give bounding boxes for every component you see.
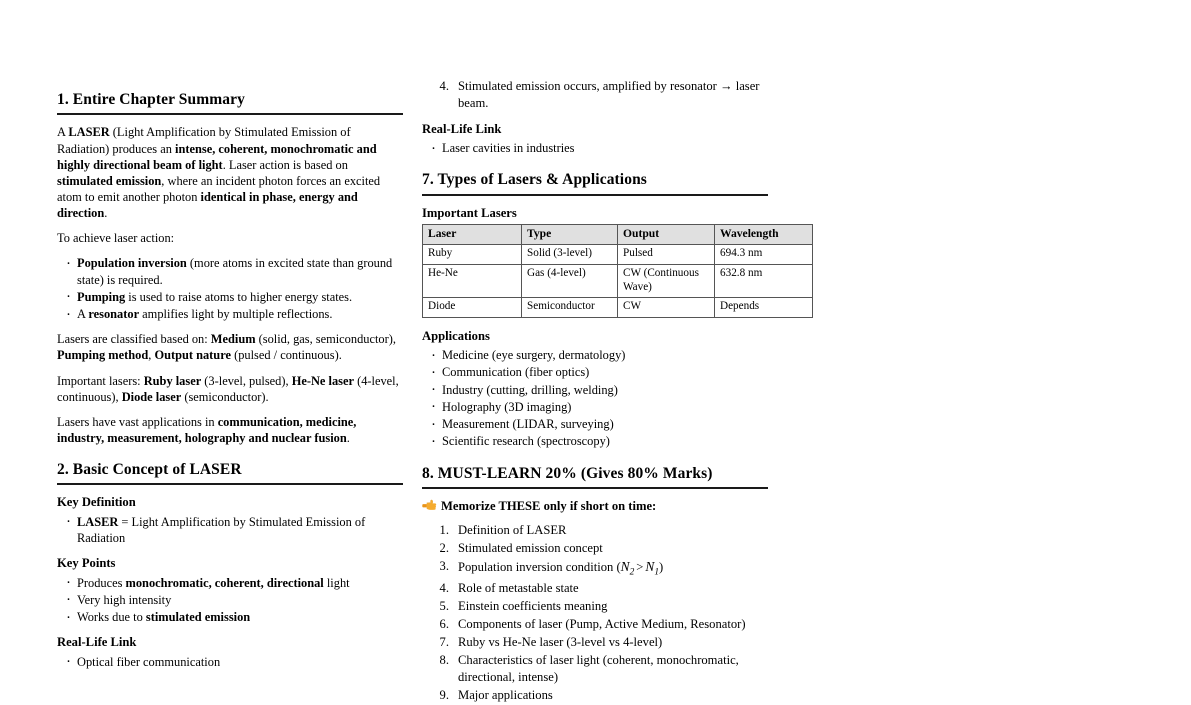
continued-numbered-list: [422, 78, 768, 112]
subheading-real-life-link: Real-Life Link: [422, 121, 502, 136]
bullet-text: = Light Amplification by Stimulated Emission of Radiation: [77, 514, 366, 545]
section-heading-1: 1. Entire Chapter Summary: [57, 91, 245, 108]
text-segment: (solid, gas, semiconductor),: [255, 332, 396, 347]
cell-wavelength: Depends: [715, 298, 813, 318]
cell-type: Solid (3-level): [522, 245, 618, 265]
heading-rule: [422, 194, 768, 196]
table-header: [423, 225, 813, 245]
bullet-prefix: A: [77, 307, 89, 321]
subheading-key-definition: Key Definition: [57, 495, 136, 510]
bullet-prefix: Very high intensity: [77, 592, 172, 607]
list-item: [65, 609, 403, 625]
bullet-text: (more atoms in excited state than ground state) is required.: [77, 256, 393, 287]
bullet-bold: stimulated emission: [145, 610, 251, 625]
table-header-row: [423, 225, 813, 245]
bullet-text: is used to raise atoms to higher energy states.: [125, 289, 353, 304]
bold-ruby-laser: Ruby laser: [143, 373, 202, 388]
list-item: · Industry (cutting, drilling, welding): [430, 382, 768, 398]
bold-diode-laser: Diode laser: [121, 389, 182, 404]
column-header-wavelength: Wavelength: [715, 225, 813, 245]
bullet-bold: Population inversion: [77, 256, 187, 271]
list-item: [65, 306, 403, 322]
list-item: · Optical fiber communication: [65, 654, 403, 670]
section-heading-7: 7. Types of Lasers & Applications: [422, 171, 647, 189]
bold-beam-properties: intense, coherent, monochromatic and highly directional beam of light: [57, 141, 377, 172]
text-segment: Important lasers:: [57, 373, 144, 388]
bullet-bold: monochromatic, coherent, directional: [125, 575, 324, 590]
list-item: Stimulated emission occurs, amplified by resonator → laser beam.: [458, 79, 760, 110]
subheading-important-lasers: Important Lasers: [422, 205, 517, 220]
table-row: [423, 298, 813, 318]
text-segment: A: [57, 125, 69, 140]
table-body: [423, 245, 813, 318]
text-segment: (3-level, pulsed),: [201, 373, 292, 388]
text-segment: .: [346, 430, 350, 445]
bold-hene-laser: He-Ne laser: [291, 373, 354, 388]
list-item: [65, 592, 403, 608]
bold-applications: communication, medicine, industry, measurement, holography and nuclear fusion: [57, 414, 357, 445]
list-item: Ruby vs He-Ne laser (3-level vs 4-level): [458, 635, 663, 650]
column-header-type: Type: [522, 225, 618, 245]
subheading-real-life-link: Real-Life Link: [57, 635, 137, 650]
bold-laser: LASER: [68, 125, 110, 140]
math-n1: $N_1$: [645, 559, 660, 578]
real-life-link-list: [422, 140, 768, 156]
subheading-key-points: Key Points: [57, 556, 116, 571]
math-n2: $N_2$: [620, 559, 635, 578]
bullet-bold: LASER: [77, 514, 119, 529]
text-segment: .: [104, 206, 108, 220]
list-item: Stimulated emission concept: [458, 541, 603, 556]
list-item: Major applications: [458, 687, 553, 702]
memorize-callout: [422, 498, 768, 514]
memorize-text: Memorize THESE only if short on time:: [441, 499, 657, 514]
bullet-prefix: Produces: [77, 575, 126, 590]
bold-stimulated-emission: stimulated emission: [57, 173, 162, 188]
summary-paragraph-3: [57, 331, 403, 363]
summary-paragraph-5: [57, 414, 403, 446]
section-heading-8: 8. MUST-LEARN 20% (Gives 80% Marks): [422, 464, 713, 482]
text-segment: ,: [148, 348, 155, 363]
subheading-applications: Applications: [422, 328, 490, 343]
real-life-link-list: [57, 654, 403, 670]
cell-laser: Diode: [423, 298, 522, 318]
bold-output-nature: Output nature: [154, 348, 231, 363]
item-text-after: ): [659, 560, 664, 575]
section-basic-concept-of-laser: [57, 460, 403, 670]
cell-type: Semiconductor: [522, 298, 618, 318]
list-item: Role of metastable state: [458, 581, 579, 596]
applications-list: [422, 347, 768, 450]
list-item: Components of laser (Pump, Active Medium, Resonator): [458, 617, 746, 632]
list-item: [65, 255, 403, 288]
list-item: · Communication (fiber optics): [430, 364, 768, 380]
cell-wavelength: 694.3 nm: [715, 245, 813, 265]
right-column: [422, 0, 779, 705]
list-item: · Laser cavities in industries: [430, 140, 768, 156]
text-segment: . Laser action is based on: [222, 157, 348, 172]
list-item: · Holography (3D imaging): [430, 399, 768, 415]
summary-paragraph-4: [57, 373, 403, 405]
table-row: [423, 245, 813, 265]
list-item: [65, 289, 403, 305]
bold-medium: Medium: [210, 332, 256, 347]
section-must-learn: [422, 464, 768, 704]
pointing-hand-icon: [422, 498, 437, 512]
list-item: Einstein coefficients meaning: [458, 599, 608, 614]
cell-output: CW (Continuous Wave): [618, 264, 715, 297]
summary-paragraph-2: To achieve laser action:: [57, 231, 175, 246]
list-item: · Measurement (LIDAR, surveying): [430, 416, 768, 432]
heading-rule: [57, 483, 403, 485]
bullet-bold: resonator: [88, 307, 140, 321]
list-item: [434, 558, 768, 579]
text-segment: Lasers are classified based on:: [57, 332, 211, 347]
list-item: [65, 575, 403, 591]
list-item: Definition of LASER: [458, 523, 567, 538]
item-text: Population inversion condition (: [458, 560, 621, 575]
column-header-laser: Laser: [423, 225, 522, 245]
left-column: [57, 0, 403, 679]
section-heading-2: 2. Basic Concept of LASER: [57, 461, 242, 478]
cell-laser: He-Ne: [423, 264, 522, 297]
math-operator: >: [636, 560, 644, 575]
text-segment: , where an incident photon forces an excited atom to emit another photon: [57, 173, 381, 204]
key-points-list: [57, 575, 403, 626]
text-segment: (Light Amplification by Stimulated Emission of Radiation) produces an: [57, 125, 351, 156]
list-item: [65, 514, 403, 547]
cell-output: Pulsed: [618, 245, 715, 265]
bold-pumping-method: Pumping method: [57, 348, 149, 363]
text-segment: (4-level, continuous),: [57, 373, 399, 404]
bullet-bold: Pumping: [77, 289, 126, 304]
cell-output: CW: [618, 298, 715, 318]
bold-identical-phase: identical in phase, energy and direction: [57, 189, 358, 220]
text-segment: (semiconductor).: [181, 389, 269, 404]
column-header-output: Output: [618, 225, 715, 245]
bullet-prefix: Works due to: [77, 610, 146, 625]
key-definition-list: [57, 514, 403, 547]
list-item: · Medicine (eye surgery, dermatology): [430, 347, 768, 363]
heading-rule: [57, 113, 403, 115]
list-item: Characteristics of laser light (coherent, monochromatic, directional, intense): [458, 652, 739, 684]
cell-type: Gas (4-level): [522, 264, 618, 297]
summary-paragraph-1: [57, 124, 403, 221]
bullet-text: amplifies light by multiple reflections.: [139, 307, 333, 321]
cell-wavelength: 632.8 nm: [715, 264, 813, 297]
bullet-text: light: [323, 575, 350, 590]
must-learn-list: [422, 522, 768, 703]
text-segment: (pulsed / continuous).: [230, 348, 342, 363]
laser-action-bullet-list: [57, 255, 403, 322]
list-item: · Scientific research (spectroscopy): [430, 433, 768, 449]
section-types-of-lasers: [422, 170, 779, 449]
important-lasers-table: [422, 224, 813, 318]
cell-laser: Ruby: [423, 245, 522, 265]
text-segment: Lasers have vast applications in: [57, 414, 218, 429]
table-row: [423, 264, 813, 297]
section-entire-chapter-summary: [57, 90, 403, 446]
heading-rule: [422, 487, 768, 489]
